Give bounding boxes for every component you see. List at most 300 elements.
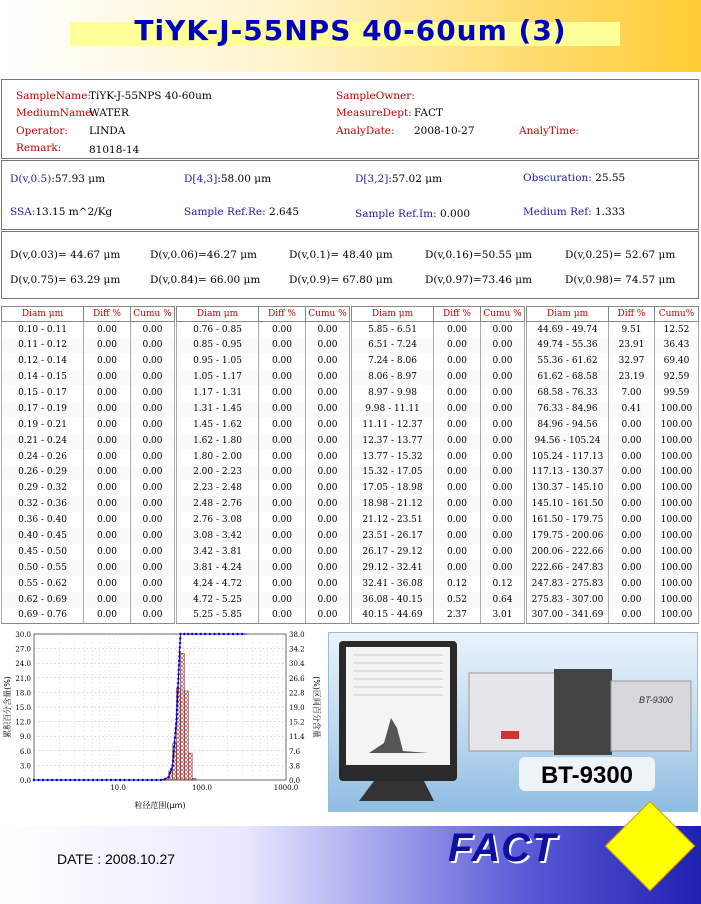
diff-cell: 0.00 [609, 496, 655, 512]
cumu-cell: 69.40 [655, 353, 699, 369]
table-row [177, 385, 350, 401]
diff-cell: 0.00 [434, 560, 481, 576]
y-tick-left: 15.0 [15, 704, 31, 712]
diam-cell: 6.51 - 7.24 [352, 337, 434, 353]
diam-cell: 5.25 - 5.85 [177, 608, 259, 624]
diff-cell: 0.00 [84, 512, 131, 528]
cumu-cell: 0.00 [306, 353, 350, 369]
diff-cell: 0.00 [84, 576, 131, 592]
x-tick: 1000.0 [273, 784, 299, 792]
diff-cell: 0.00 [84, 385, 131, 401]
diam-cell: 11.11 - 12.37 [352, 417, 434, 433]
diff-cell: 0.52 [434, 592, 481, 608]
table-row [2, 560, 175, 576]
cumu-cell: 0.00 [306, 417, 350, 433]
diff-cell: 0.12 [434, 576, 481, 592]
diff-cell: 0.00 [434, 449, 481, 465]
table-row [352, 353, 525, 369]
y-tick-right: 19.0 [289, 704, 305, 712]
y-tick-left: 0.0 [19, 777, 31, 785]
obscuration-label: Obscuration: [523, 172, 592, 184]
cumu-cell: 0.00 [131, 576, 175, 592]
diam-cell: 0.76 - 0.85 [177, 322, 259, 338]
diff-cell: 0.00 [259, 401, 306, 417]
ssa-label: SSA: [10, 206, 36, 218]
cumu-cell: 0.00 [131, 449, 175, 465]
table-row [352, 369, 525, 385]
table-row [177, 369, 350, 385]
cumu-cell: 0.00 [481, 417, 525, 433]
diff-cell: 0.00 [84, 337, 131, 353]
cumu-cell: 0.00 [306, 576, 350, 592]
diff-cell: 0.00 [259, 512, 306, 528]
percentile-panel [1, 231, 699, 299]
cumulative-point [177, 687, 179, 689]
cumu-cell: 0.00 [131, 433, 175, 449]
col-diam-header: Diam μm [352, 307, 434, 322]
ref-re-value: 2.645 [265, 206, 300, 218]
cumulative-point [175, 722, 177, 724]
cumulative-point [60, 779, 62, 781]
size-table-body [352, 322, 525, 624]
diff-cell: 0.00 [84, 353, 131, 369]
cumulative-point [178, 655, 180, 657]
y-tick-right: 34.2 [289, 645, 305, 654]
table-row [177, 337, 350, 353]
cumulative-point [92, 779, 94, 781]
diff-cell: 0.00 [609, 433, 655, 449]
cumu-cell: 100.00 [655, 401, 699, 417]
cumulative-point [176, 704, 178, 706]
cumulative-point [173, 750, 175, 752]
diff-cell: 0.00 [259, 496, 306, 512]
diff-cell: 0.00 [434, 496, 481, 512]
cumu-cell: 100.00 [655, 592, 699, 608]
diam-cell: 145.10 - 161.50 [527, 496, 609, 512]
histogram-bar [184, 691, 188, 780]
y-tick-left: 6.0 [19, 747, 31, 756]
d43-stat [184, 173, 271, 185]
diff-cell: 0.00 [84, 417, 131, 433]
col-diam-header: Diam μm [177, 307, 259, 322]
diam-cell: 2.48 - 2.76 [177, 496, 259, 512]
d32-label: D[3,2] [355, 173, 389, 185]
cumulative-point [187, 633, 189, 635]
cumu-cell: 100.00 [655, 576, 699, 592]
x-axis-label: 粒径范围(μm) [134, 801, 186, 810]
cumulative-point [178, 651, 180, 653]
table-row [177, 608, 350, 624]
cumulative-point [179, 642, 181, 644]
table-row [352, 592, 525, 608]
cumu-cell: 0.00 [131, 465, 175, 481]
y-tick-left: 24.0 [15, 660, 31, 669]
cumulative-point [236, 633, 238, 635]
cumulative-point [178, 664, 180, 666]
cumulative-point [168, 776, 170, 778]
y-tick-right: 38.0 [289, 631, 305, 639]
diff-cell: 0.00 [84, 560, 131, 576]
cumu-cell: 0.00 [481, 401, 525, 417]
percentile-value: D(v,0.97)=73.46 μm [425, 274, 532, 286]
table-row [527, 480, 699, 496]
cumulative-point [110, 779, 112, 781]
diff-cell: 0.00 [259, 385, 306, 401]
model-name: BT-9300 [540, 762, 634, 789]
diff-cell: 0.00 [609, 560, 655, 576]
diff-cell: 0.00 [84, 322, 131, 338]
cumulative-point [195, 633, 197, 635]
diam-cell: 0.21 - 0.24 [2, 433, 84, 449]
cumulative-point [172, 760, 174, 762]
cumu-cell: 100.00 [655, 512, 699, 528]
table-row [2, 528, 175, 544]
cumu-cell: 100.00 [655, 449, 699, 465]
size-table-body [527, 322, 699, 624]
diff-cell: 0.41 [609, 401, 655, 417]
table-row [527, 608, 699, 624]
cumulative-point [151, 779, 153, 781]
size-table-body [2, 322, 175, 624]
cumu-cell: 100.00 [655, 433, 699, 449]
y-tick-left: 21.0 [15, 674, 31, 683]
col-diam-header: Diam μm [527, 307, 609, 322]
diam-cell: 49.74 - 55.36 [527, 337, 609, 353]
col-cumu-header: Cumu % [306, 307, 350, 322]
diam-cell: 7.24 - 8.06 [352, 353, 434, 369]
diam-cell: 0.24 - 0.26 [2, 449, 84, 465]
table-row [527, 401, 699, 417]
diam-cell: 0.12 - 0.14 [2, 353, 84, 369]
cumulative-point [176, 709, 178, 711]
analyzer-module [554, 669, 612, 755]
cumulative-point [227, 633, 229, 635]
x-tick: 10.0 [110, 784, 126, 792]
size-table-2 [176, 306, 350, 624]
diam-cell: 0.69 - 0.76 [2, 608, 84, 624]
diff-cell: 0.00 [259, 608, 306, 624]
table-row [352, 449, 525, 465]
diam-cell: 0.62 - 0.69 [2, 592, 84, 608]
diam-cell: 1.31 - 1.45 [177, 401, 259, 417]
table-row [527, 496, 699, 512]
cumulative-point [209, 633, 211, 635]
cumu-cell: 0.00 [306, 337, 350, 353]
d43-label: D[4,3] [184, 173, 218, 185]
cumulative-point [160, 779, 162, 781]
diam-cell: 40.15 - 44.69 [352, 608, 434, 624]
diam-cell: 0.40 - 0.45 [2, 528, 84, 544]
diff-cell: 0.00 [609, 528, 655, 544]
cumu-cell: 0.12 [481, 576, 525, 592]
cumu-cell: 0.00 [131, 369, 175, 385]
cumu-cell: 0.00 [306, 385, 350, 401]
cumu-cell: 100.00 [655, 417, 699, 433]
table-row [352, 560, 525, 576]
col-cumu-header: Cumu % [131, 307, 175, 322]
table-row [352, 512, 525, 528]
table-row [527, 322, 699, 338]
diam-cell: 0.95 - 1.05 [177, 353, 259, 369]
table-row [527, 528, 699, 544]
cumu-cell: 100.00 [655, 480, 699, 496]
cumulative-point [213, 633, 215, 635]
diam-cell: 76.33 - 84.96 [527, 401, 609, 417]
col-diff-header: Diff % [434, 307, 481, 322]
diam-cell: 0.29 - 0.32 [2, 480, 84, 496]
ref-im-stat [355, 208, 470, 220]
diam-cell: 0.50 - 0.55 [2, 560, 84, 576]
table-row [177, 480, 350, 496]
cumu-cell: 0.00 [131, 544, 175, 560]
device-label: BT-9300 [639, 695, 673, 705]
diam-cell: 23.51 - 26.17 [352, 528, 434, 544]
table-row [177, 528, 350, 544]
cumu-cell: 0.00 [131, 560, 175, 576]
diam-cell: 44.69 - 49.74 [527, 322, 609, 338]
diff-cell: 0.00 [259, 449, 306, 465]
diff-cell: 0.00 [434, 369, 481, 385]
ref-im-label: Sample Ref.Im: [355, 208, 437, 220]
ssa-value: 13.15 m^2/Kg [35, 206, 113, 218]
diff-cell: 23.19 [609, 369, 655, 385]
col-cumu-header: Cumu % [481, 307, 525, 322]
cumulative-point [176, 695, 178, 697]
diam-cell: 0.55 - 0.62 [2, 576, 84, 592]
diff-cell: 2.37 [434, 608, 481, 624]
cumu-cell: 0.00 [481, 322, 525, 338]
cumu-cell: 0.64 [481, 592, 525, 608]
table-row [527, 560, 699, 576]
cumu-cell: 0.00 [131, 385, 175, 401]
table-row [2, 353, 175, 369]
x-tick: 100.0 [191, 784, 213, 792]
size-table-4 [526, 306, 699, 624]
ssa-stat [10, 206, 112, 218]
cumulative-point [176, 713, 178, 715]
diam-cell: 55.36 - 61.62 [527, 353, 609, 369]
table-row [352, 496, 525, 512]
cumu-cell: 0.00 [306, 401, 350, 417]
table-row [352, 337, 525, 353]
diff-cell: 0.00 [84, 496, 131, 512]
diam-cell: 3.08 - 3.42 [177, 528, 259, 544]
diff-cell: 0.00 [84, 465, 131, 481]
cumu-cell: 0.00 [481, 353, 525, 369]
cumulative-point [128, 779, 130, 781]
distribution-chart [0, 628, 320, 813]
cumulative-point [171, 764, 173, 766]
diam-cell: 0.10 - 0.11 [2, 322, 84, 338]
cumu-cell: 0.00 [481, 560, 525, 576]
table-row [2, 401, 175, 417]
table-row [2, 369, 175, 385]
diff-cell: 0.00 [434, 544, 481, 560]
diam-cell: 29.12 - 32.41 [352, 560, 434, 576]
y-tick-left: 9.0 [19, 733, 31, 742]
diff-cell: 9.51 [609, 322, 655, 338]
cumulative-point [51, 779, 53, 781]
diam-cell: 0.26 - 0.29 [2, 465, 84, 481]
y-tick-right: 0.0 [289, 777, 301, 785]
stats-panel [1, 160, 699, 230]
col-diff-header: Diff % [259, 307, 306, 322]
col-cumu-header: Cumu% [655, 307, 699, 322]
diam-cell: 21.12 - 23.51 [352, 512, 434, 528]
cumu-cell: 0.00 [306, 544, 350, 560]
cumulative-point [232, 633, 234, 635]
cumulative-point [169, 772, 171, 774]
diam-cell: 200.06 - 222.66 [527, 544, 609, 560]
cumulative-point [170, 768, 172, 770]
table-row [352, 528, 525, 544]
cumulative-point [199, 633, 201, 635]
diam-cell: 68.58 - 76.33 [527, 385, 609, 401]
diam-cell: 4.72 - 5.25 [177, 592, 259, 608]
table-row [527, 337, 699, 353]
cumu-cell: 0.00 [306, 480, 350, 496]
cumulative-point [83, 779, 85, 781]
table-row [2, 337, 175, 353]
diff-cell: 0.00 [84, 401, 131, 417]
diam-cell: 32.41 - 36.08 [352, 576, 434, 592]
cumu-cell: 0.00 [306, 528, 350, 544]
cumu-cell: 92.59 [655, 369, 699, 385]
diam-cell: 0.85 - 0.95 [177, 337, 259, 353]
diam-cell: 8.06 - 8.97 [352, 369, 434, 385]
diff-cell: 0.00 [609, 608, 655, 624]
medium-name-value: WATER [89, 107, 129, 119]
diam-cell: 26.17 - 29.12 [352, 544, 434, 560]
cumu-cell: 100.00 [655, 560, 699, 576]
diam-cell: 117.13 - 130.37 [527, 465, 609, 481]
cumulative-point [177, 673, 179, 675]
diff-cell: 0.00 [84, 592, 131, 608]
y-axis-label-right: (%)区间百分含量 [312, 676, 321, 738]
table-row [527, 465, 699, 481]
percentile-value: D(v,0.1)= 48.40 μm [289, 249, 393, 261]
cumu-cell: 0.00 [481, 433, 525, 449]
cumu-cell: 0.00 [306, 592, 350, 608]
diff-cell: 0.00 [259, 337, 306, 353]
table-row [352, 608, 525, 624]
percentile-value: D(v,0.9)= 67.80 μm [289, 274, 393, 286]
table-row [2, 322, 175, 338]
cumulative-point [74, 779, 76, 781]
cumu-cell: 0.00 [131, 337, 175, 353]
ref-re-label: Sample Ref.Re: [184, 206, 266, 218]
cumu-cell: 0.00 [481, 496, 525, 512]
analy-date-label: AnalyDate: [336, 125, 395, 137]
diff-cell: 0.00 [609, 592, 655, 608]
remark-label: Remark: [16, 142, 62, 154]
col-diam-header: Diam μm [2, 307, 84, 322]
size-table-3 [351, 306, 525, 624]
cumulative-point [176, 700, 178, 702]
medium-name-label: MediumName: [16, 107, 95, 119]
y-axis-label-left: 累积百分含量(%) [3, 676, 12, 738]
diff-cell: 0.00 [434, 353, 481, 369]
cumu-cell: 0.00 [131, 401, 175, 417]
cumu-cell: 0.00 [131, 496, 175, 512]
cumulative-point [177, 691, 179, 693]
ref-re-stat [184, 206, 299, 218]
table-row [2, 608, 175, 624]
diff-cell: 0.00 [609, 465, 655, 481]
cumu-cell: 36.43 [655, 337, 699, 353]
cumu-cell: 0.00 [131, 512, 175, 528]
d43-value: :58.00 μm [217, 173, 272, 185]
diff-cell: 0.00 [609, 449, 655, 465]
diff-cell: 0.00 [434, 322, 481, 338]
cumulative-point [178, 669, 180, 671]
diff-cell: 0.00 [84, 544, 131, 560]
table-row [352, 576, 525, 592]
cumu-cell: 0.00 [131, 528, 175, 544]
diam-cell: 275.83 - 307.00 [527, 592, 609, 608]
diam-cell: 247.83 - 275.83 [527, 576, 609, 592]
diff-cell: 0.00 [609, 576, 655, 592]
y-tick-right: 15.2 [289, 718, 305, 727]
cumu-cell: 0.00 [131, 322, 175, 338]
cumu-cell: 99.59 [655, 385, 699, 401]
y-tick-right: 22.8 [289, 689, 305, 698]
cumu-cell: 0.00 [306, 608, 350, 624]
diff-cell: 0.00 [434, 337, 481, 353]
cumulative-point [119, 779, 121, 781]
cumulative-point [174, 736, 176, 738]
diam-cell: 94.56 - 105.24 [527, 433, 609, 449]
table-row [352, 433, 525, 449]
cumulative-point [142, 779, 144, 781]
cumulative-point [177, 682, 179, 684]
diff-cell: 32.97 [609, 353, 655, 369]
cumulative-point [241, 633, 243, 635]
percentile-value: D(v,0.06)=46.27 μm [150, 249, 257, 261]
cumu-cell: 0.00 [306, 433, 350, 449]
page-title: TiYK-J-55NPS 40-60um (3) [134, 14, 567, 47]
cumulative-point [173, 741, 175, 743]
cumulative-point [179, 646, 181, 648]
y-tick-left: 3.0 [19, 762, 31, 771]
percentile-value: D(v,0.75)= 63.29 μm [10, 274, 121, 286]
table-row [177, 401, 350, 417]
diff-cell: 0.00 [84, 433, 131, 449]
diff-cell: 0.00 [84, 528, 131, 544]
diam-cell: 1.45 - 1.62 [177, 417, 259, 433]
diff-cell: 0.00 [434, 417, 481, 433]
size-table-1 [1, 306, 175, 624]
diff-cell: 7.00 [609, 385, 655, 401]
diam-cell: 1.05 - 1.17 [177, 369, 259, 385]
table-row [177, 417, 350, 433]
diam-cell: 0.45 - 0.50 [2, 544, 84, 560]
diff-cell: 0.00 [434, 433, 481, 449]
table-row [2, 417, 175, 433]
cumu-cell: 0.00 [131, 608, 175, 624]
table-row [352, 465, 525, 481]
analyzer-extension [611, 681, 691, 751]
diff-cell: 0.00 [259, 592, 306, 608]
analy-date-value: 2008-10-27 [414, 125, 475, 137]
table-row [527, 369, 699, 385]
cumulative-point [69, 779, 71, 781]
cumu-cell: 0.00 [306, 496, 350, 512]
y-tick-left: 18.0 [15, 689, 31, 698]
diff-cell: 0.00 [609, 544, 655, 560]
cumulative-point [218, 633, 220, 635]
diam-cell: 1.80 - 2.00 [177, 449, 259, 465]
